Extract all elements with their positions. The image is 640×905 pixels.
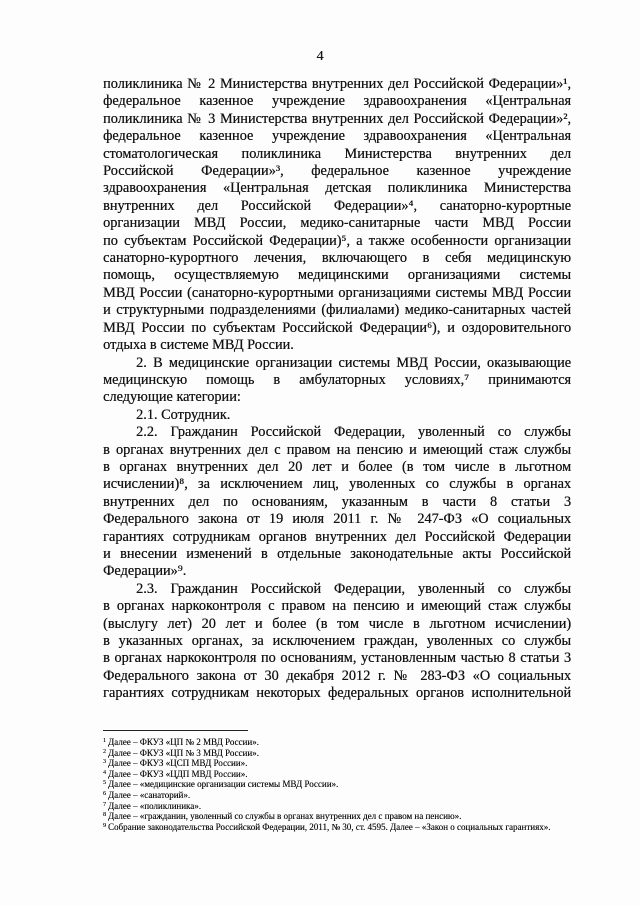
text-line: поликлиника № 3 Министерства внутренних дел Российской Федерации»², [103, 110, 571, 127]
text-line: организации МВД России, медико-санитарные части МВД России [103, 215, 571, 232]
text-line: (выслугу лет) 20 лет и более (в том числе в льготном исчислении) [103, 615, 571, 632]
footnote [103, 748, 623, 759]
text-line: в органах наркоконтроля с правом на пенсию и имеющий стаж службы [103, 598, 571, 615]
text-line: и структурными подразделениями (филиалами) медико-санитарных частей [103, 302, 571, 319]
footnote-text: Далее – «гражданин, уволенный со службы в органах внутренних дел с правом на пенсию». [108, 811, 462, 822]
text-line: исчислении)⁸, за исключением лиц, уволенных со службы в органах [103, 476, 571, 493]
paragraph-2-2 [103, 424, 571, 581]
text-line: в органах внутренних дел с правом на пенсию и имеющий стаж службы [103, 441, 571, 458]
text-line: в органах внутренних дел 20 лет и более (в том числе в льготном [103, 458, 571, 475]
text-line: гарантиях сотрудникам органов внутренних дел Российской Федерации [103, 528, 571, 545]
text-line: здравоохранения «Центральная детская поликлиника Министерства [103, 180, 571, 197]
text-line: Российской Федерации»³, федеральное казенное учреждение [103, 163, 571, 180]
text-line: гарантиях сотрудникам некоторых федеральных органов исполнительной [103, 685, 571, 702]
footnote-number: 6 [103, 790, 106, 797]
footnote-text: Далее – ФКУЗ «ЦСП МВД России». [108, 758, 248, 769]
text-line: 2.3. Гражданин Российской Федерации, уволенный со службы [136, 580, 571, 597]
footnote [103, 801, 623, 812]
text-line: и внесении изменений в отдельные законодательные акты Российской [103, 545, 571, 562]
footnote-text: Далее – «санаторий». [108, 789, 191, 800]
footnote-number: 8 [103, 812, 106, 819]
text-line: санаторно-курортного лечения, включающего в себя медицинскую [103, 250, 571, 267]
footnote-number: 2 [103, 748, 106, 755]
footnote-number: 4 [103, 769, 106, 776]
footnote-text: Далее – ФКУЗ «ЦП № 2 МВД России». [108, 737, 259, 747]
footnotes [103, 737, 623, 832]
text-line: в органах наркоконтроля по основаниям, установленным частью 8 статьи 3 [103, 650, 571, 667]
text-line: МВД России по субъектам Российской Федерации⁶), и оздоровительного [103, 319, 571, 336]
paragraph-2 [103, 355, 571, 407]
text-line: следующие категории: [103, 389, 241, 406]
footnote [103, 779, 623, 790]
text-line: Федерального закона от 19 июля 2011 г. № 247-ФЗ «О социальных [103, 511, 571, 528]
text-line: 2. В медицинские организации системы МВД России, оказывающие [136, 354, 571, 371]
text-line: федеральное казенное учреждение здравоохранения «Центральная [103, 128, 571, 145]
footnote-number: 9 [103, 822, 106, 829]
footnote [103, 822, 623, 833]
text-line: отдыха в системе МВД России. [103, 337, 294, 354]
text-line: Федерального закона от 30 декабря 2012 г. № 283-ФЗ «О социальных [103, 667, 571, 684]
text-line: по субъектам Российской Федерации)⁵, а также особенности организации [103, 232, 571, 249]
paragraph-2-1 [103, 407, 571, 424]
text-line: внутренних дел по основаниям, указанным в части 8 статьи 3 [103, 493, 571, 510]
footnote-text: Далее – ФКУЗ «ЦДП МВД России». [108, 768, 248, 779]
paragraph-continuation [103, 76, 571, 355]
footnote [103, 758, 623, 769]
footnote [103, 769, 623, 780]
text-line: Федерации»⁹. [103, 563, 187, 580]
footnote-text: Собрание законодательства Российской Федерации, 2011, № 30, ст. 4595. Далее – «Закон о социальных гарантиях». [108, 821, 551, 832]
footnote [103, 811, 623, 822]
footnote-number: 3 [103, 759, 106, 766]
text-line: стоматологическая поликлиника Министерства внутренних дел [103, 145, 571, 162]
page-number: 4 [316, 49, 324, 64]
main-text [103, 76, 571, 703]
text-line: медицинскую помощь в амбулаторных условиях,⁷ принимаются [103, 371, 571, 388]
text-line: поликлиника № 2 Министерства внутренних дел Российской Федерации»¹, [103, 76, 571, 92]
text-line: внутренних дел Российской Федерации»⁴, санаторно-курортные [103, 197, 571, 214]
footnote-separator [103, 730, 248, 731]
text-line: 2.1. Сотрудник. [136, 406, 231, 423]
paragraph-2-3 [103, 581, 571, 703]
footnote [103, 737, 623, 748]
text-line: помощь, осуществляемую медицинскими организациями системы [103, 267, 571, 284]
footnote [103, 790, 623, 801]
text-line: МВД России (санаторно-курортными организациями системы МВД России [103, 284, 571, 301]
footnote-text: Далее – ФКУЗ «ЦП № 3 МВД России». [108, 747, 259, 758]
text-line: в указанных органах, за исключением граждан, уволенных со службы [103, 633, 571, 649]
text-line: 2.2. Гражданин Российской Федерации, уволенный со службы [136, 424, 571, 441]
footnote-text: Далее – «поликлиника». [108, 800, 201, 811]
footnote-number: 5 [103, 780, 106, 787]
footnote-number: 7 [103, 801, 106, 808]
footnote-text: Далее – «медицинские организации системы МВД России». [108, 779, 339, 790]
footnote-number: 1 [103, 738, 106, 744]
text-line: федеральное казенное учреждение здравоохранения «Центральная [103, 93, 571, 110]
